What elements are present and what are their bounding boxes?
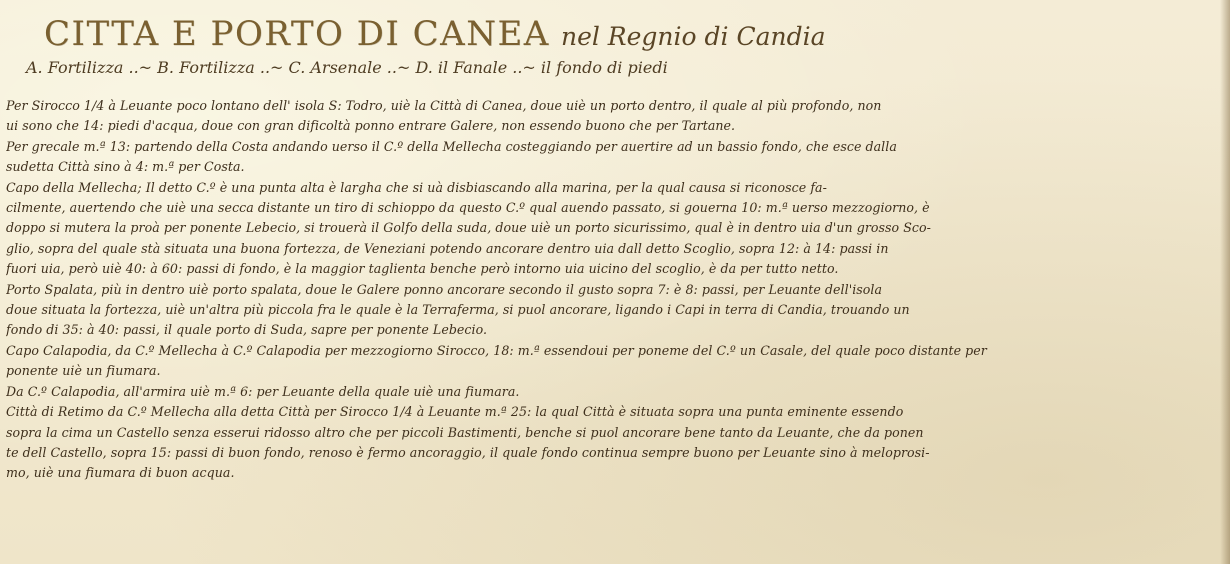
text-line: fondo di 35: à 40: passi, il quale porto di Suda, sapre per ponente Lebecio. bbox=[6, 322, 488, 338]
page-subtitle: nel Regnio di Candia bbox=[560, 22, 826, 51]
text-line: Da C.º Calapodia, all'armira uiè m.ª 6: per Leuante della quale uiè una fiumara. bbox=[6, 383, 520, 399]
text-line: te dell Castello, sopra 15: passi di buon fondo, renoso è fermo ancoraggio, il quale fondo continua sempre buono per Leuante sino à meloprosi- bbox=[6, 444, 930, 460]
text-line: ui sono che 14: piedi d'acqua, doue con gran dificoltà ponno entrare Galere, non essendo buono che per Tartane. bbox=[6, 118, 736, 134]
text-line: mo, uiè una fiumara di buon acqua. bbox=[6, 465, 235, 481]
page-heading bbox=[44, 14, 826, 54]
text-line: doue situata la fortezza, uiè un'altra più piccola fra le quale è la Terraferma, si puol ancorare, ligando i Capi in terra di Candia, trouando un bbox=[6, 302, 910, 318]
page-edge-shadow bbox=[1220, 0, 1230, 564]
text-line: Città di Retimo da C.º Mellecha alla detta Città per Sirocco 1/4 à Leuante m.ª 25: la qual Città è situata sopra una punta eminente essendo bbox=[6, 404, 904, 420]
manuscript-body bbox=[6, 96, 1226, 484]
page-title: CITTA E PORTO DI CANEA bbox=[44, 14, 550, 54]
text-line: Porto Spalata, più in dentro uiè porto spalata, doue le Galere ponno ancorare secondo il gusto sopra 7: è 8: passi, per Leuante dell'isola bbox=[6, 281, 883, 297]
text-line: sopra la cima un Castello senza esserui ridosso altro che per piccoli Bastimenti, benche si puol ancorare bene tanto da Leuante, che da ponen bbox=[6, 424, 924, 440]
text-line: Per Sirocco 1/4 à Leuante poco lontano dell' isola S: Todro, uiè la Città di Canea, doue uiè un porto dentro, il quale al più profondo, non bbox=[6, 98, 882, 113]
text-line: ponente uiè un fiumara. bbox=[6, 363, 161, 379]
text-line: glio, sopra del quale stà situata una buona fortezza, de Veneziani potendo ancorare dentro uia dall detto Scoglio, sopra 12: à 14: passi in bbox=[6, 240, 889, 256]
text-line: Capo Calapodia, da C.º Mellecha à C.º Calapodia per mezzogiorno Sirocco, 18: m.ª essendoui per poneme del C.º un Casale, del quale poco distante per bbox=[6, 342, 987, 358]
text-line: doppo si mutera la proà per ponente Lebecio, si trouerà il Golfo della suda, doue uiè un porto sicurissimo, qual è in dentro uia d'un grosso Sco- bbox=[6, 220, 931, 236]
text-line: sudetta Città sino à 4: m.ª per Costa. bbox=[6, 159, 245, 175]
text-line: cilmente, auertendo che uiè una secca distante un tiro di schioppo da questo C.º qual auendo passato, si gouerna 10: m.ª uerso mezzogiorno, è bbox=[6, 200, 930, 216]
text-line: Capo della Mellecha; Il detto C.º è una punta alta è largha che si uà disbiascando alla marina, per la qual causa si riconosce fa- bbox=[6, 179, 827, 195]
map-legend: A. Fortilizza ..~ B. Fortilizza ..~ C. Arsenale ..~ D. il Fanale ..~ il fondo di piedi bbox=[26, 58, 668, 77]
text-line: Per grecale m.ª 13: partendo della Costa andando uerso il C.º della Mellecha costeggiando per auertire ad un bassio fondo, che esce dalla bbox=[6, 138, 897, 154]
text-line: fuori uia, però uiè 40: à 60: passi di fondo, è la maggior taglienta benche però intorno uia uicino del scoglio, è da per tutto netto. bbox=[6, 261, 839, 277]
